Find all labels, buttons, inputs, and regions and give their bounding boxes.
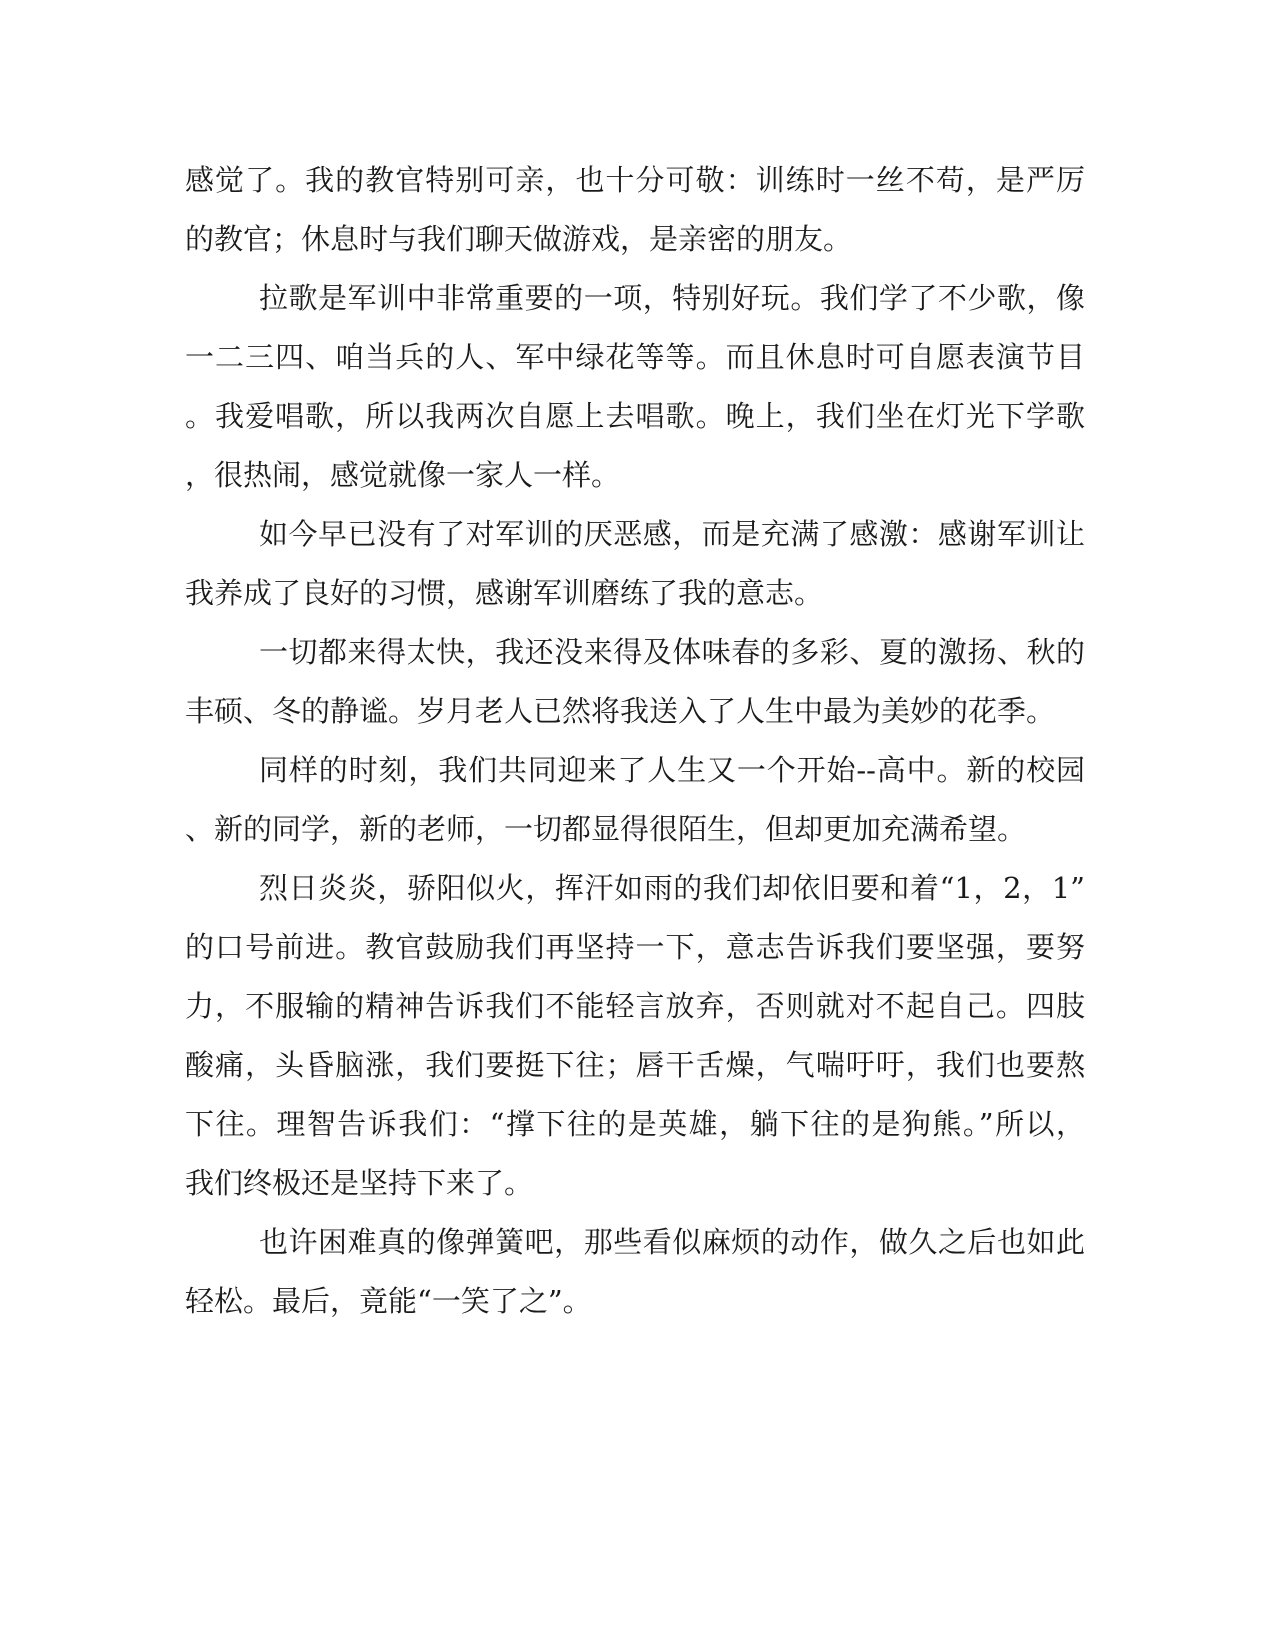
text-line: 的教官；休息时与我们聊天做游戏，是亲密的朋友。 xyxy=(185,222,853,256)
text-line: 力，不服输的精神告诉我们不能轻言放弃，否则就对不起自己。四肢 xyxy=(185,989,1085,1023)
paragraph-first-line: 拉歌是军训中非常重要的一项，特别好玩。我们学了不少歌，像 xyxy=(259,281,1085,315)
text-line: 我们终极还是坚持下来了。 xyxy=(185,1166,534,1200)
paragraph-first-line: 烈日炎炎，骄阳似火，挥汗如雨的我们却依旧要和着“1，2，1” xyxy=(259,871,1085,905)
text-line: 的口号前进。教官鼓励我们再坚持一下，意志告诉我们要坚强，要努 xyxy=(185,930,1085,964)
text-line: 、新的同学，新的老师，一切都显得很陌生，但却更加充满希望。 xyxy=(185,812,1027,846)
paragraph-first-line: 同样的时刻，我们共同迎来了人生又一个开始--高中。新的校园 xyxy=(259,753,1085,787)
text-line: 我养成了良好的习惯，感谢军训磨练了我的意志。 xyxy=(185,576,824,610)
paragraph-first-line: 一切都来得太快，我还没来得及体味春的多彩、夏的激扬、秋的 xyxy=(259,635,1085,669)
text-line: 轻松。最后，竟能“一笑了之”。 xyxy=(185,1284,592,1318)
text-line: 。我爱唱歌，所以我两次自愿上去唱歌。晚上，我们坐在灯光下学歌 xyxy=(185,399,1085,433)
text-line: ，很热闹，感觉就像一家人一样。 xyxy=(185,458,621,492)
text-line: 酸痛，头昏脑涨，我们要挺下往；唇干舌燥，气喘吁吁，我们也要熬 xyxy=(185,1048,1085,1082)
text-line: 下往。理智告诉我们：“撑下往的是英雄，躺下往的是狗熊。”所以， xyxy=(185,1107,1085,1141)
text-line: 感觉了。我的教官特别可亲，也十分可敬：训练时一丝不苟，是严厉 xyxy=(185,163,1085,197)
paragraph-first-line: 也许困难真的像弹簧吧，那些看似麻烦的动作，做久之后也如此 xyxy=(259,1225,1085,1259)
text-line: 丰硕、冬的静谧。岁月老人已然将我送入了人生中最为美妙的花季。 xyxy=(185,694,1056,728)
text-line: 一二三四、咱当兵的人、军中绿花等等。而且休息时可自愿表演节目 xyxy=(185,340,1085,374)
paragraph-first-line: 如今早已没有了对军训的厌恶感，而是充满了感激：感谢军训让 xyxy=(259,517,1085,551)
